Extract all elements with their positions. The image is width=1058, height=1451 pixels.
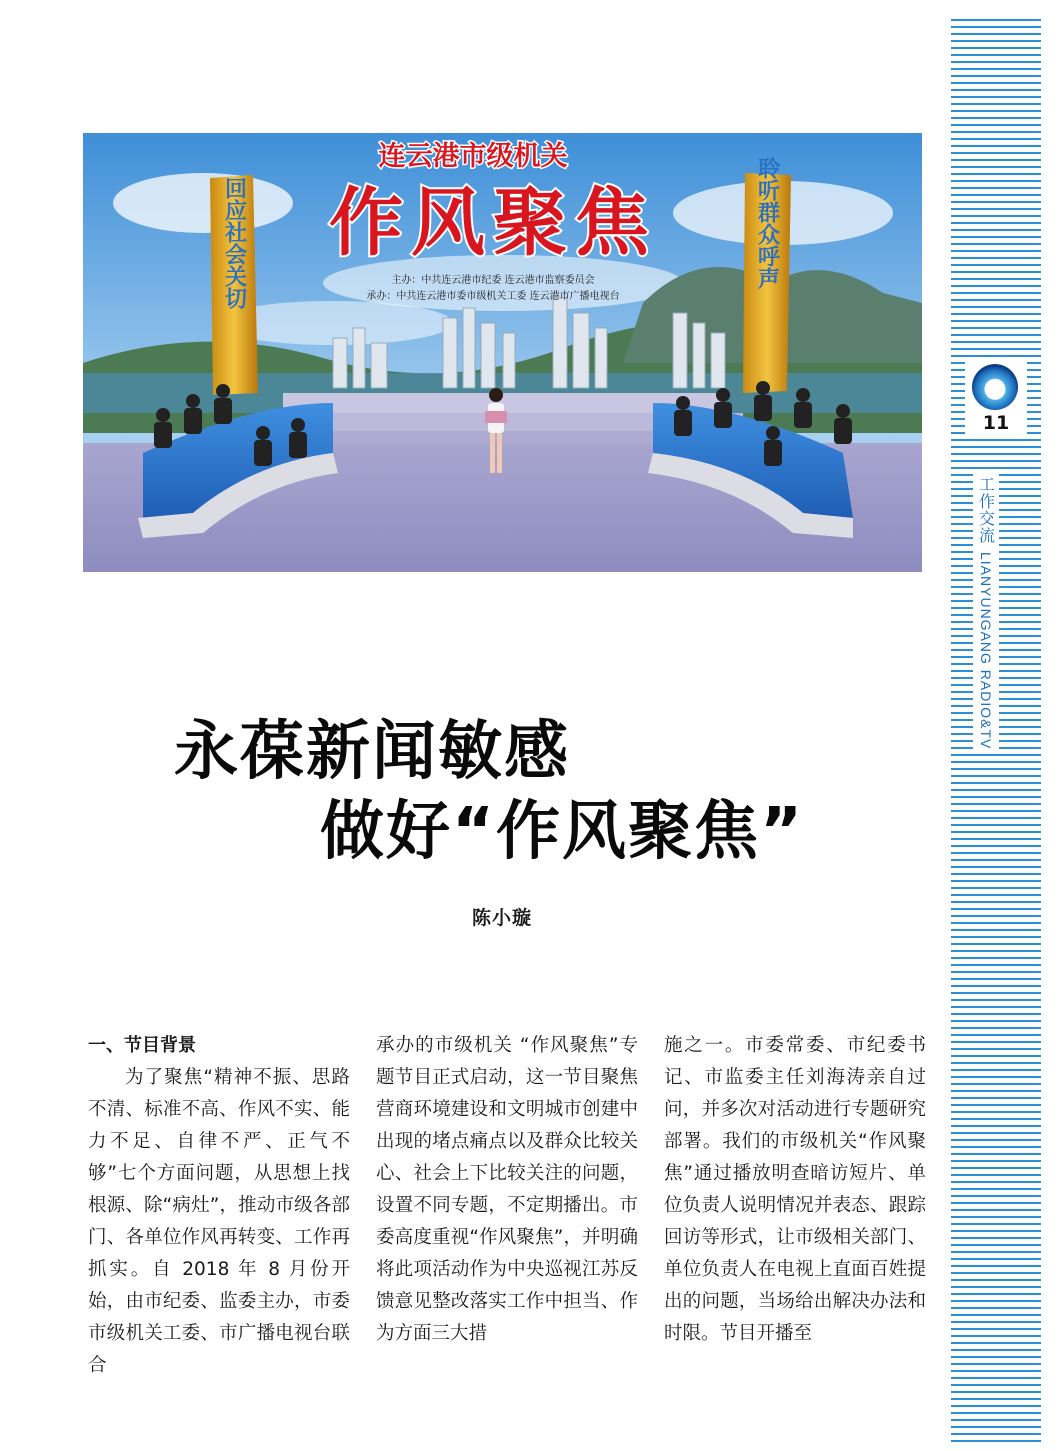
section-label-en: LIANYUNGANG RADIO&TV <box>978 552 994 750</box>
banner-main-text: 作风聚焦 <box>329 180 657 266</box>
body-paragraph-3: 施之一。市委常委、市纪委书记、市监委主任刘海涛亲自过问，并多次对活动进行专题研究部署。我们的市级机关“作风聚焦”通过播放明查暗访短片、单位负责人说明情况并表态、跟踪回访等形式，让市级相关部门、单位负责人在电视上直面百姓提出的问题，当场给出解决办法和时限。节目开播至 <box>664 1035 926 1344</box>
sidebar-stripes <box>951 14 1041 1442</box>
banner-sponsor: 主办：中共连云港市纪委 连云港市监察委员会 <box>391 275 595 286</box>
banner-organizer: 承办：中共连云港市委市级机关工委 连云港市广播电视台 <box>366 291 620 302</box>
banner-top-text: 连云港市级机关 <box>378 141 568 172</box>
page-number: 11 <box>982 412 1010 434</box>
body-column-1 <box>88 1030 350 1382</box>
stage-photo <box>83 133 922 572</box>
body-paragraph-1: 为了聚焦“精神不振、思路不清、标准不高、作风不实、能力不足、自律不严、正气不够”七个方面问题，从思想上找根源、除“病灶”，推动市级各部门、各单位作风再转变、工作再抓实。自 2018 年 8 月份开始，由市纪委、监委主办，市委市级机关工委、市广播电视台联合 <box>88 1067 350 1376</box>
body-column-3 <box>664 1030 926 1350</box>
article-author: 陈小璇 <box>472 907 533 929</box>
section-label <box>973 472 999 753</box>
logo-circle-icon <box>972 364 1018 410</box>
right-pillar-text: 聆听群众呼声 <box>754 157 780 289</box>
left-pillar-text: 回应社会关切 <box>221 177 247 309</box>
body-paragraph-2: 承办的市级机关 “作风聚焦”专题节目正式启动，这一节目聚焦营商环境建设和文明城市创建中出现的堵点痛点以及群众比较关心、社会上下比较关注的问题，设置不同专题，不定期播出。市委高度重视“作风聚焦”，并明确将此项活动作为中央巡视江苏反馈意见整改落实工作中担当、作为方面三大措 <box>376 1035 638 1344</box>
article-title-line2: 做好“作风聚焦” <box>320 795 805 869</box>
section-label-cn: 工作交流 <box>976 476 996 544</box>
body-column-2 <box>376 1030 638 1350</box>
article-title-line1: 永葆新闻敏感 <box>174 715 570 789</box>
station-logo <box>965 360 1027 438</box>
section-heading: 一、节目背景 <box>88 1035 196 1056</box>
